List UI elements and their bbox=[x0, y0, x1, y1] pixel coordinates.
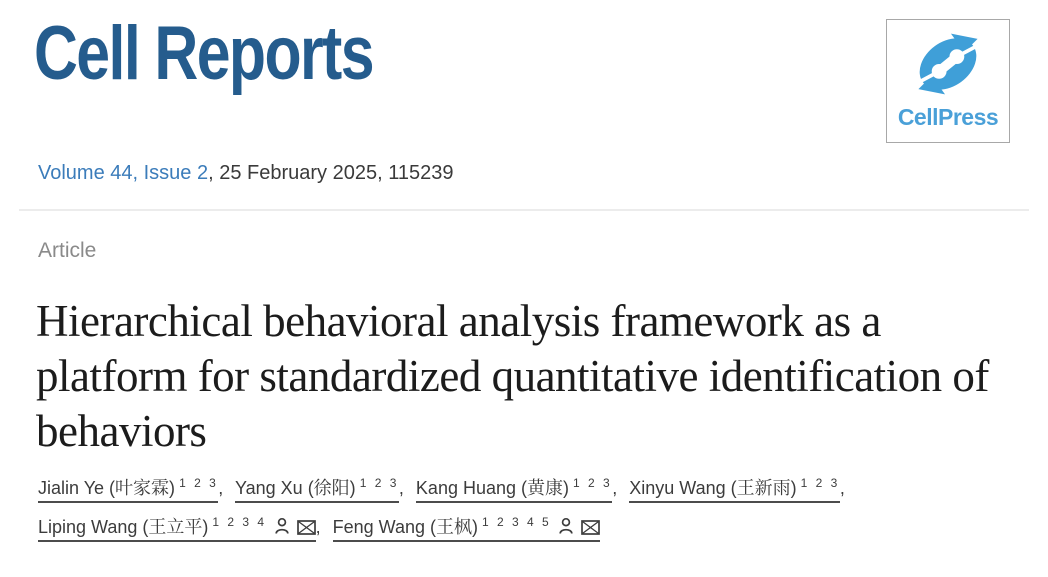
author-link[interactable] bbox=[235, 478, 411, 498]
author-name: Liping Wang (王立平) bbox=[38, 517, 209, 537]
author-affiliation-superscripts: 1 2 3 bbox=[179, 476, 219, 490]
author-affiliation-superscripts: 1 2 3 bbox=[359, 476, 399, 490]
issue-citation-line bbox=[38, 162, 453, 185]
author-affiliation-superscripts: 1 2 3 bbox=[573, 476, 613, 490]
volume-issue-link[interactable]: Volume 44, Issue 2 bbox=[38, 162, 209, 184]
author-name: Feng Wang (王枫) bbox=[332, 517, 478, 537]
cell-reports-logo[interactable]: Cell Reports bbox=[34, 11, 373, 96]
author-name: Xinyu Wang (王新雨) bbox=[629, 478, 797, 498]
author-link[interactable] bbox=[629, 478, 852, 498]
author-link[interactable] bbox=[333, 517, 608, 537]
issue-date-text: , 25 February 2025, 115239 bbox=[208, 162, 454, 184]
author-link[interactable] bbox=[416, 478, 624, 498]
horizontal-divider bbox=[19, 209, 1029, 211]
author-line bbox=[38, 512, 1043, 551]
article-type-label: Article bbox=[38, 239, 97, 262]
person-icon[interactable] bbox=[274, 514, 290, 544]
author-separator: , bbox=[315, 517, 321, 537]
cellpress-wordmark: CellPress bbox=[897, 104, 999, 130]
author-name: Jialin Ye (叶家霖) bbox=[38, 478, 176, 498]
author-list bbox=[38, 473, 1043, 551]
author-separator: , bbox=[218, 478, 224, 498]
author-affiliation-superscripts: 1 2 3 bbox=[800, 476, 840, 490]
cellpress-swirl-icon bbox=[911, 20, 985, 106]
author-name: Kang Huang (黄康) bbox=[415, 478, 569, 498]
author-affiliation-superscripts: 1 2 3 4 5 bbox=[482, 515, 552, 529]
article-title: Hierarchical behavioral analysis framework as a platform for standardized quantitative identification of behaviors bbox=[36, 296, 989, 457]
cellpress-logo[interactable] bbox=[886, 19, 1010, 143]
author-name: Yang Xu (徐阳) bbox=[234, 478, 356, 498]
author-separator: , bbox=[612, 478, 618, 498]
author-separator: , bbox=[398, 478, 404, 498]
author-link[interactable] bbox=[38, 517, 328, 537]
mail-icon[interactable] bbox=[581, 514, 600, 544]
mail-icon[interactable] bbox=[297, 514, 316, 544]
author-line bbox=[38, 473, 1043, 512]
author-separator: , bbox=[839, 478, 845, 498]
author-link[interactable] bbox=[38, 478, 230, 498]
author-affiliation-superscripts: 1 2 3 4 bbox=[212, 515, 267, 529]
person-icon[interactable] bbox=[558, 514, 574, 544]
